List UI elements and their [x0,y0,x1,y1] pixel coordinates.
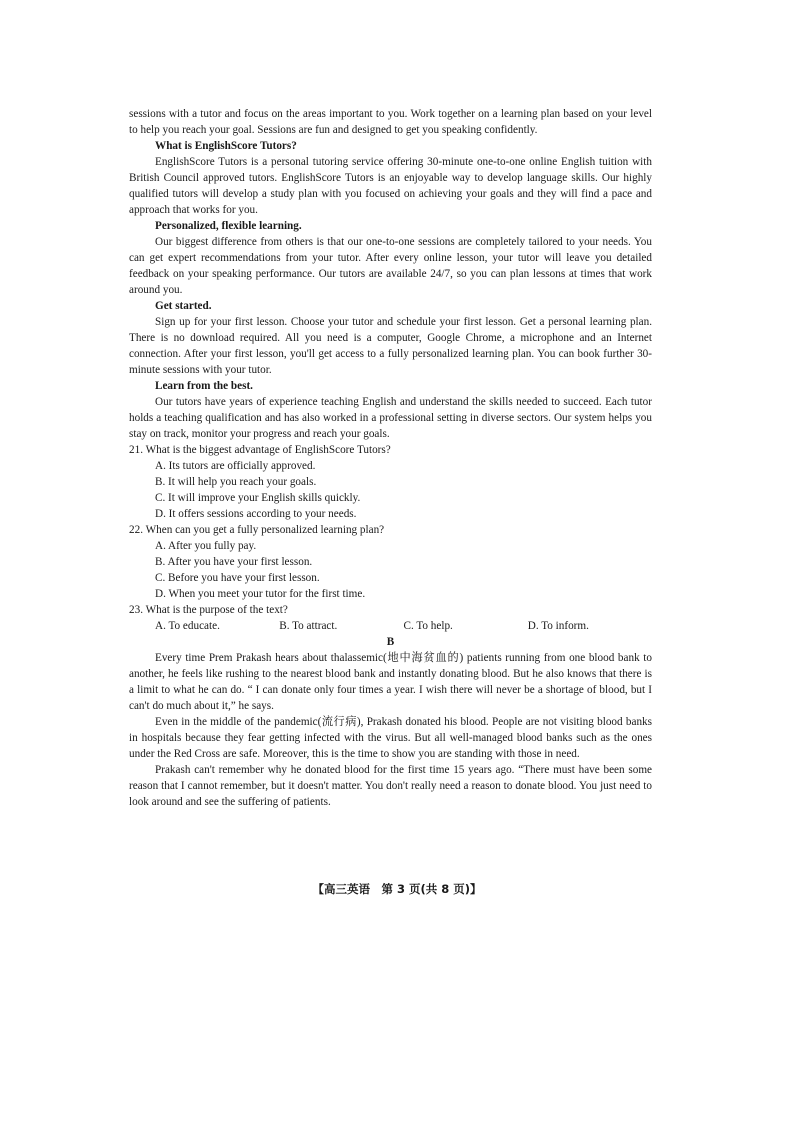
answer-option: D. To inform. [527,620,589,632]
section-body: EnglishScore Tutors is a personal tutoring service offering 30-minute one-to-one online English tuition with British Council approved tutors. EnglishScore Tutors is an enjoyable way to develop language skills. Our highly qualified tutors will develop a study plan with you focused on achieving your goals and they will find a pace and approach that works for you. [129,156,652,216]
question-stem: 22. When can you get a fully personalized learning plan? [129,524,385,536]
question-stem: 23. What is the purpose of the text? [129,604,288,616]
section-body: Our tutors have years of experience teaching English and understand the skills needed to succeed. Each tutor holds a teaching qualification and has also worked in a professional setting in diverse sectors. Our system helps you stay on track, monitor your progress and reach your goals. [129,396,652,440]
answer-option: A. Its tutors are officially approved. [155,460,316,472]
answer-option: C. It will improve your English skills quickly. [155,492,361,504]
section-heading: What is EnglishScore Tutors? [155,140,297,152]
passage-a-section [129,378,652,442]
passage-a-intro: sessions with a tutor and focus on the areas important to you. Work together on a learning plan based on your level to help you reach your goal. Sessions are fun and designed to get you speaking confidently. [129,108,652,136]
answer-option: A. To educate. [155,620,220,632]
answer-option: C. Before you have your first lesson. [155,572,320,584]
answer-options-row [129,618,652,634]
answer-option: B. It will help you reach your goals. [155,476,317,488]
answer-option: B. After you have your first lesson. [155,556,313,568]
passage-a-section [129,298,652,378]
passage-b-paragraph: Prakash can't remember why he donated blood for the first time 15 years ago. “There must have been some reason that I cannot remember, but it doesn't matter. You don't really need a reason to donate blood. You just need to look around and see the suffering of patients. [129,764,652,808]
answer-option: C. To help. [403,620,453,632]
answer-option: D. When you meet your tutor for the first time. [155,588,366,600]
question-stem: 21. What is the biggest advantage of EnglishScore Tutors? [129,444,391,456]
answer-option: B. To attract. [279,620,338,632]
question-22 [129,522,652,602]
answer-option: D. It offers sessions according to your needs. [155,508,357,520]
section-heading: Get started. [155,300,212,312]
question-23 [129,602,652,634]
passage-b-letter: B [386,636,395,648]
answer-option: A. After you fully pay. [155,540,257,552]
section-heading: Learn from the best. [155,380,253,392]
section-body: Our biggest difference from others is that our one-to-one sessions are completely tailored to your needs. You can get expert recommendations from your tutor. After every online lesson, your tutor will leave you detailed feedback on your speaking performance. Our tutors are available 24/7, so you can plan lessons at times that work around you. [129,236,652,296]
section-body: Sign up for your first lesson. Choose your tutor and schedule your first lesson. Get a personal learning plan. There is no download required. All you need is a computer, Google Chrome, a microphone and an Internet connection. After your first lesson, you'll get access to a fully personalized learning plan. You can book further 30-minute sessions with your tutor. [129,316,652,376]
question-21 [129,442,652,522]
passage-b-paragraph: Even in the middle of the pandemic(流行病), Prakash donated his blood. People are not visiting blood banks in hospitals because they fear getting infected with the virus. But all well-managed blood banks such as the ones under the Red Cross are safe. Moreover, this is the time to show you are standing with those in need. [129,716,652,760]
passage-b-paragraph: Every time Prem Prakash hears about thalassemic(地中海贫血的) patients running from one blood bank to another, he feels like rushing to the nearest blood bank and instantly donating blood. But he also knows that there is a limit to what he can do. “ I can donate only four times a year. I wish there will never be a shortage of blood, but I can't do much about it,” he says. [129,652,652,712]
page-footer: 【高三英语 第 3 页(共 8 页)】 [312,882,482,896]
passage-a-section [129,218,652,298]
passage-a-section [129,138,652,218]
section-heading: Personalized, flexible learning. [155,220,302,232]
exam-page-content [129,106,652,810]
